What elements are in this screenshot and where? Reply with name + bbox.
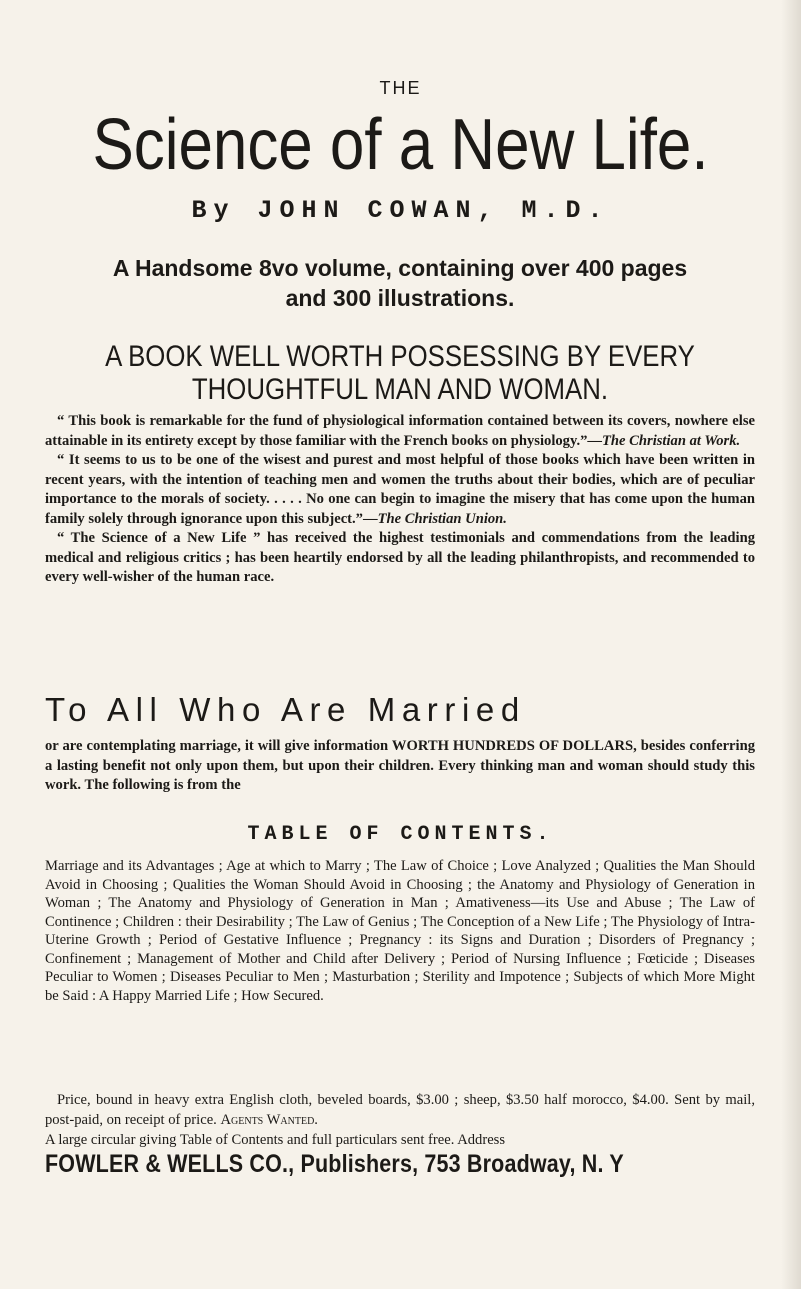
volume-description-line-1: A Handsome 8vo volume, containing over 400 pages [112,255,688,281]
publisher-line: FOWLER & WELLS CO., Publishers, 753 Broadway, N. Y [45,1150,624,1178]
quote-source-2: The Christian Union. [377,510,507,527]
married-paragraph: or are contemplating marriage, it will give information WORTH HUNDREDS OF DOLLARS, besides conferring a lasting benefit not only upon them, but upon their children. Every thinking man and woman should study this work. The following is from the [45,738,755,793]
review-quote-1: “ This book is remarkable for the fund of physiological information contained between its covers, nowhere else attainable in its entirety except by those familiar with the French books on physiology.”—The Christian at Work. [45,413,755,449]
price-section [45,1090,755,1150]
quote-source-1: The Christian at Work. [602,432,741,449]
title-the: THE [379,78,422,98]
author-byline: By JOHN COWAN, M.D. [191,196,610,225]
page-edge-shadow [781,0,801,1289]
worth-headline-line-2: THOUGHTFUL MAN AND WOMAN. [191,373,609,406]
review-quote-3: “ The Science of a New Life ” has received the highest testimonials and commendations from the leading medical and religious critics ; has been heartily endorsed by all the leading philanthropists, and recommended to every well-wisher of the human race. [45,530,755,585]
table-of-contents-title: TABLE OF CONTENTS. [247,823,554,846]
worth-headline-line-1: A BOOK WELL WORTH POSSESSING BY EVERY [105,340,695,373]
married-heading: To All Who Are Married [45,691,526,728]
review-quotes [45,412,755,588]
volume-description-line-2: and 300 illustrations. [285,285,515,311]
agents-wanted: Agents Wanted. [220,1112,318,1128]
review-quote-2: “ It seems to us to be one of the wisest and purest and most helpful of those books which have been written in recent years, with the intention of teaching men and women the truths about their bodies, which are of peculiar importance to the morals of society. . . . . No one can begin to imagine the misery that has come upon the human family solely through ignorance upon this subject.”—The Christian Union. [45,452,755,527]
table-of-contents-text: Marriage and its Advantages ; Age at which to Marry ; The Law of Choice ; Love Analyzed ; Qualities the Man Should Avoid in Choosing ; Qualities the Woman Should Avoid in Choosing ; the Anatomy and Physiology of Generation in Woman ; The Anatomy and Physiology of Generation in Man ; Amativeness—its Use and Abuse ; The Law of Continence ; Children : their Desirability ; The Law of Genius ; The Conception of a New Life ; The Physiology of Intra-Uterine Growth ; Period of Gestative Influence ; Pregnancy : its Signs and Duration ; Disorders of Pregnancy ; Confinement ; Management of Mother and Child after Delivery ; Period of Nursing Influence ; Fœticide ; Diseases Peculiar to Women ; Diseases Peculiar to Men ; Masturbation ; Sterility and Impotence ; Subjects of which More Might be Said : A Happy Married Life ; How Secured. [45,858,755,1004]
price-paragraph: Price, bound in heavy extra English cloth, beveled boards, $3.00 ; sheep, $3.50 half morocco, $4.00. Sent by mail, post-paid, on receipt of price. Agents Wanted. [45,1092,755,1128]
volume-description [20,253,780,313]
worth-headline [73,340,727,406]
book-title: Science of a New Life. [92,105,709,185]
circular-paragraph: A large circular giving Table of Contents and full particulars sent free. Address [45,1132,506,1148]
